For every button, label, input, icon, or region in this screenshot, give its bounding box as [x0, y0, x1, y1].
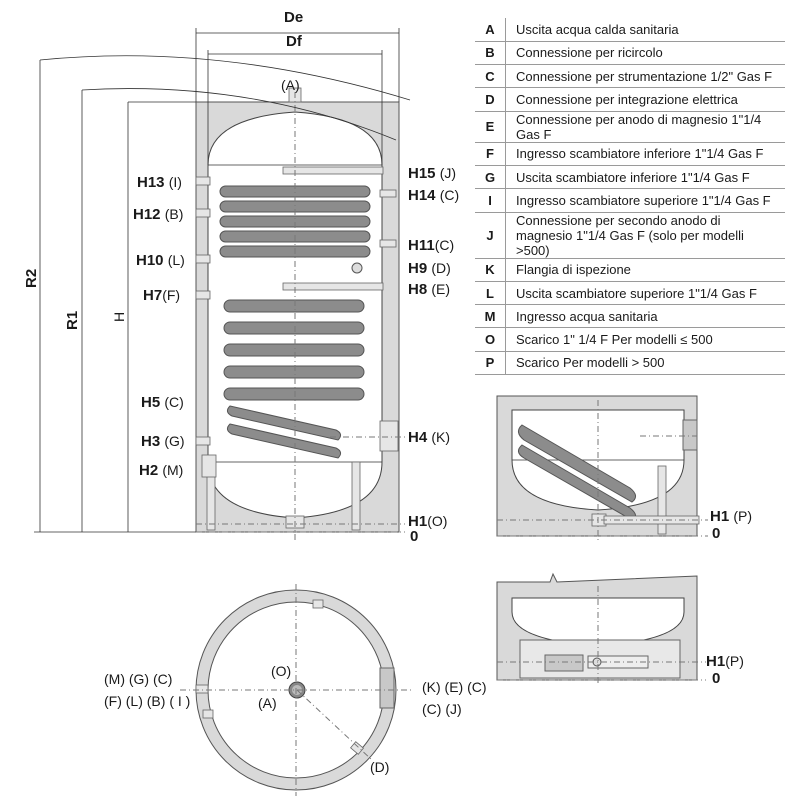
legend-row [475, 258, 785, 281]
legend-code: M [475, 305, 506, 328]
legend-code: E [475, 111, 506, 142]
dim-Df: Df [286, 33, 302, 50]
legend-row [475, 351, 785, 374]
legend-code: K [475, 258, 506, 281]
legend-description: Scarico 1" 1/4 F Per modelli ≤ 500 [506, 328, 786, 351]
dim-R1: R1 [64, 310, 81, 330]
label-H12: H12 (B) [133, 206, 184, 223]
detail2-label-zero: 0 [712, 670, 721, 687]
legend-code: C [475, 65, 506, 88]
legend-description: Connessione per ricircolo [506, 41, 786, 64]
dim-H: H [111, 311, 127, 322]
legend-row [475, 165, 785, 188]
legend-row [475, 189, 785, 212]
legend-description: Scarico Per modelli > 500 [506, 351, 786, 374]
label-zero: 0 [410, 528, 419, 545]
legend-row [475, 281, 785, 304]
label-A: (A) [281, 77, 300, 93]
legend-description: Uscita scambiatore inferiore 1"1/4 Gas F [506, 165, 786, 188]
legend-description: Ingresso acqua sanitaria [506, 305, 786, 328]
legend-row [475, 65, 785, 88]
legend-row [475, 88, 785, 111]
legend-code: G [475, 165, 506, 188]
legend-code: L [475, 281, 506, 304]
detail2-label-H1: H1(P) [706, 653, 744, 670]
label-H8: H8 (E) [408, 281, 451, 298]
legend-row [475, 41, 785, 64]
label-H9: H9 (D) [408, 260, 451, 277]
top-label-A: (A) [258, 695, 277, 711]
legend-code: J [475, 212, 506, 258]
dim-R2: R2 [23, 268, 40, 288]
legend-code: P [475, 351, 506, 374]
legend-row [475, 212, 785, 258]
detail1-label-H1: H1 (P) [710, 508, 753, 525]
label-H5: H5 (C) [141, 394, 184, 411]
legend-description: Flangia di ispezione [506, 258, 786, 281]
label-H13: H13 (I) [137, 174, 182, 191]
top-label-O: (O) [271, 663, 292, 679]
detail-view-large-model [497, 396, 752, 542]
legend-code: O [475, 328, 506, 351]
legend-code: F [475, 142, 506, 165]
label-H3: H3 (G) [141, 433, 185, 450]
top-label-left2: (F) (L) (B) ( I ) [104, 693, 191, 709]
label-H15: H15 (J) [408, 165, 457, 182]
top-label-right1: (K) (E) (C) [422, 679, 487, 695]
label-H14: H14 (C) [408, 187, 460, 204]
top-view [104, 584, 487, 796]
label-H2: H2 (M) [139, 462, 184, 479]
legend-description: Connessione per secondo anodo di magnesio 1"1/4 Gas F (solo per modelli >500) [506, 212, 786, 258]
legend-code: A [475, 18, 506, 41]
top-label-left1: (M) (G) (C) [104, 671, 173, 687]
detail-view-bottom [497, 574, 744, 687]
label-H7: H7(F) [143, 287, 181, 304]
label-H1: H1(O) [408, 513, 448, 530]
connection-legend-table [475, 18, 785, 375]
legend-description: Connessione per strumentazione 1/2" Gas F [506, 65, 786, 88]
legend-code: B [475, 41, 506, 64]
label-H4: H4 (K) [408, 429, 451, 446]
main-section-view [23, 9, 459, 545]
legend-description: Ingresso scambiatore inferiore 1"1/4 Gas F [506, 142, 786, 165]
legend-row [475, 305, 785, 328]
legend-row [475, 111, 785, 142]
legend-row [475, 142, 785, 165]
legend-description: Uscita acqua calda sanitaria [506, 18, 786, 41]
legend-description: Connessione per integrazione elettrica [506, 88, 786, 111]
detail1-label-zero: 0 [712, 525, 721, 542]
legend-row [475, 18, 785, 41]
label-H11: H11(C) [408, 237, 455, 254]
legend-code: D [475, 88, 506, 111]
legend-description: Connessione per anodo di magnesio 1"1/4 Gas F [506, 111, 786, 142]
legend-description: Uscita scambiatore superiore 1"1/4 Gas F [506, 281, 786, 304]
legend-description: Ingresso scambiatore superiore 1"1/4 Gas F [506, 189, 786, 212]
dim-De: De [284, 9, 304, 26]
legend-row [475, 328, 785, 351]
top-label-D: (D) [370, 759, 390, 775]
top-label-right2: (C) (J) [422, 701, 462, 717]
legend-rows [475, 18, 785, 375]
label-H10: H10 (L) [136, 252, 185, 269]
legend-code: I [475, 189, 506, 212]
